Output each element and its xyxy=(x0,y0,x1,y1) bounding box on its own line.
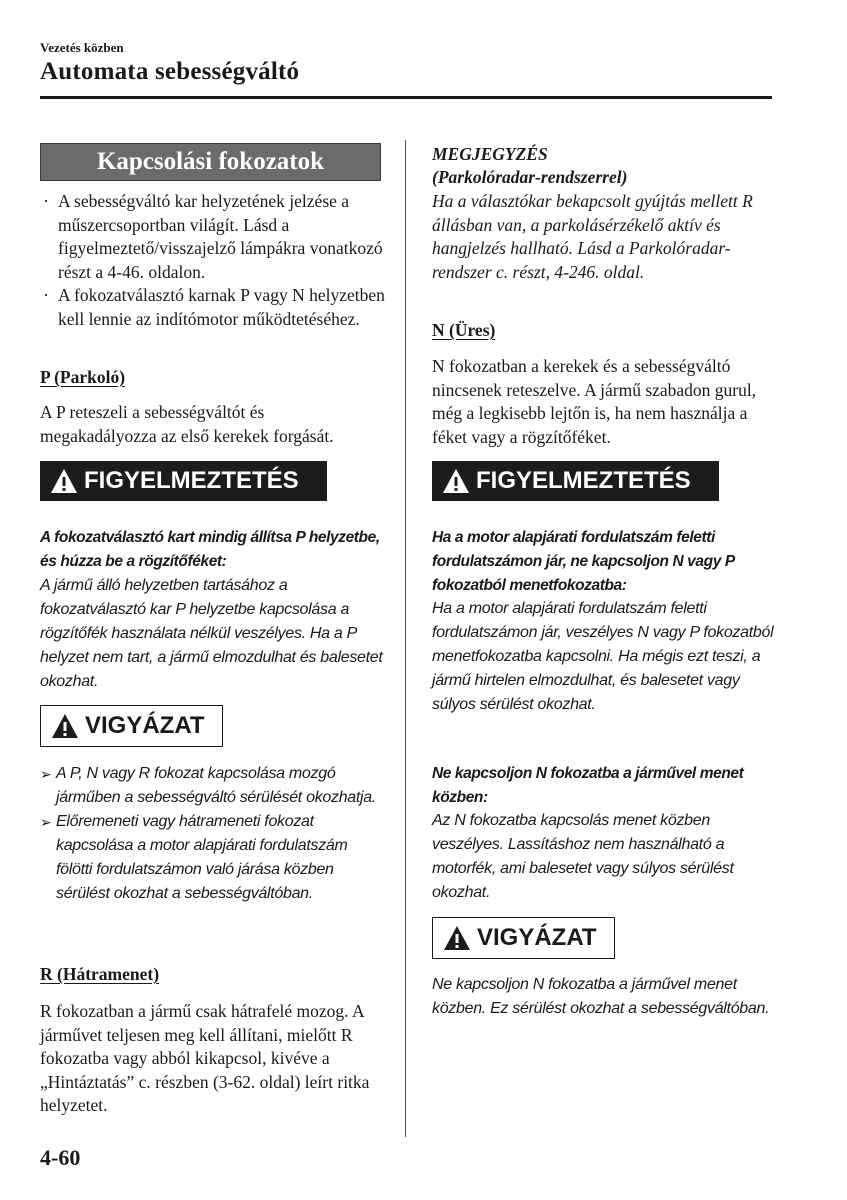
section-label: Vezetés közben xyxy=(40,40,124,55)
caution-list xyxy=(40,762,385,906)
bullet-text: A fokozatválasztó karnak P vagy N helyzetben kell lennie az indítómotor működtetéséhez. xyxy=(58,285,385,329)
title-rule xyxy=(40,96,772,99)
list-item xyxy=(40,762,385,810)
arrow-bullet-icon: ➢ xyxy=(40,814,52,830)
caution-text: Ne kapcsoljon N fokozatba a járművel menet közben. Ez sérülést okozhat a sebességváltóban. xyxy=(432,976,770,1017)
caution-box xyxy=(40,705,223,747)
page-number: 4-60 xyxy=(40,1145,81,1170)
intro-bullet-list xyxy=(40,190,385,331)
note-subtitle: (Parkolóradar-rendszerrel) xyxy=(432,167,628,187)
bullet-icon: · xyxy=(43,285,49,305)
list-item xyxy=(40,190,385,284)
column-divider xyxy=(405,140,406,1137)
n-neutral-text: N fokozatban a kerekek és a sebességváltó nincsenek reteszelve. A jármű szabadon gurul, még a legkisebb lejtőn is, ha nem használja a féket vagy a rögzítőféket. xyxy=(432,356,757,447)
n-neutral-title: N (Üres) xyxy=(432,320,496,340)
warning-triangle-icon xyxy=(443,925,471,951)
warning-triangle-icon xyxy=(442,468,470,494)
caution-item-text: Előremeneti vagy hátrameneti fokozat kapcsolása a motor alapjárati fordulatszám fölötti fordulatszámon való járása közben sérülést okozhat a sebességváltóban. xyxy=(56,813,348,902)
bullet-icon: · xyxy=(43,191,49,211)
warning-box xyxy=(40,461,327,501)
list-item xyxy=(40,284,385,331)
warning-label: FIGYELMEZTETÉS xyxy=(476,467,691,494)
bullet-text: A sebességváltó kar helyzetének jelzése a műszercsoportban világít. Lásd a figyelmeztető/visszajelző lámpákra vonatkozó részt a 4-46. oldalon. xyxy=(58,191,383,282)
warning-text: A jármű álló helyzetben tartásához a fokozatválasztó kar P helyzetbe kapcsolása a rögzítőfék használata nélkül veszélyes. Ha a P helyzet nem tart, a jármű elmozdulhat és balesetet okozhat. xyxy=(40,577,383,690)
note-text: Ha a választókar bekapcsolt gyújtás mellett R állásban van, a parkolásérzékelő aktív és hangjelzés hallható. Lásd a Parkolóradar-rendszer c. részt, 4-246. oldal. xyxy=(432,191,753,282)
warning2-bold-text: Ne kapcsoljon N fokozatba a járművel menet közben: xyxy=(432,765,744,806)
list-item xyxy=(40,810,385,906)
caution-box xyxy=(432,917,615,959)
p-parking-text: A P reteszeli a sebességváltót és megakadályozza az első kerekek forgását. xyxy=(40,402,334,446)
warning1-bold-text: Ha a motor alapjárati fordulatszám feletti fordulatszámon jár, ne kapcsoljon N vagy P fokozatból menetfokozatba: xyxy=(432,529,735,594)
caution-label: VIGYÁZAT xyxy=(85,712,205,739)
arrow-bullet-icon: ➢ xyxy=(40,766,52,782)
section-heading: Kapcsolási fokozatok xyxy=(40,143,381,181)
p-parking-title: P (Parkoló) xyxy=(40,367,126,387)
warning-box xyxy=(432,461,719,501)
caution-label: VIGYÁZAT xyxy=(477,924,597,951)
warning-bold-text: A fokozatválasztó kart mindig állítsa P helyzetbe, és húzza be a rögzítőféket: xyxy=(40,529,380,570)
warning-triangle-icon xyxy=(51,713,79,739)
r-reverse-text: R fokozatban a jármű csak hátrafelé mozog. A járművet teljesen meg kell állítani, mielőtt R fokozatba vagy abból kikapcsol, kivéve a „Hintáztatás” c. részben (3-62. oldal) leírt ritka helyzetet. xyxy=(40,1001,370,1115)
warning-label: FIGYELMEZTETÉS xyxy=(84,467,299,494)
warning1-text: Ha a motor alapjárati fordulatszám feletti fordulatszámon jár, veszélyes N vagy P fokozatból menetfokozatba kapcsolni. Ha mégis ezt teszi, a jármű hirtelen elmozdulhat, és balesetet vagy súlyos sérülést okozhat. xyxy=(432,600,774,713)
warning-triangle-icon xyxy=(50,468,78,494)
r-reverse-title: R (Hátramenet) xyxy=(40,964,160,984)
warning2-text: Az N fokozatba kapcsolás menet közben veszélyes. Lassításhoz nem használható a motorfék, ami balesetet vagy súlyos sérülést okozhat. xyxy=(432,812,734,901)
note-title: MEGJEGYZÉS xyxy=(432,144,548,164)
page-title: Automata sebességváltó xyxy=(40,58,300,85)
caution-item-text: A P, N vagy R fokozat kapcsolása mozgó járműben a sebességváltó sérülését okozhatja. xyxy=(56,765,377,806)
